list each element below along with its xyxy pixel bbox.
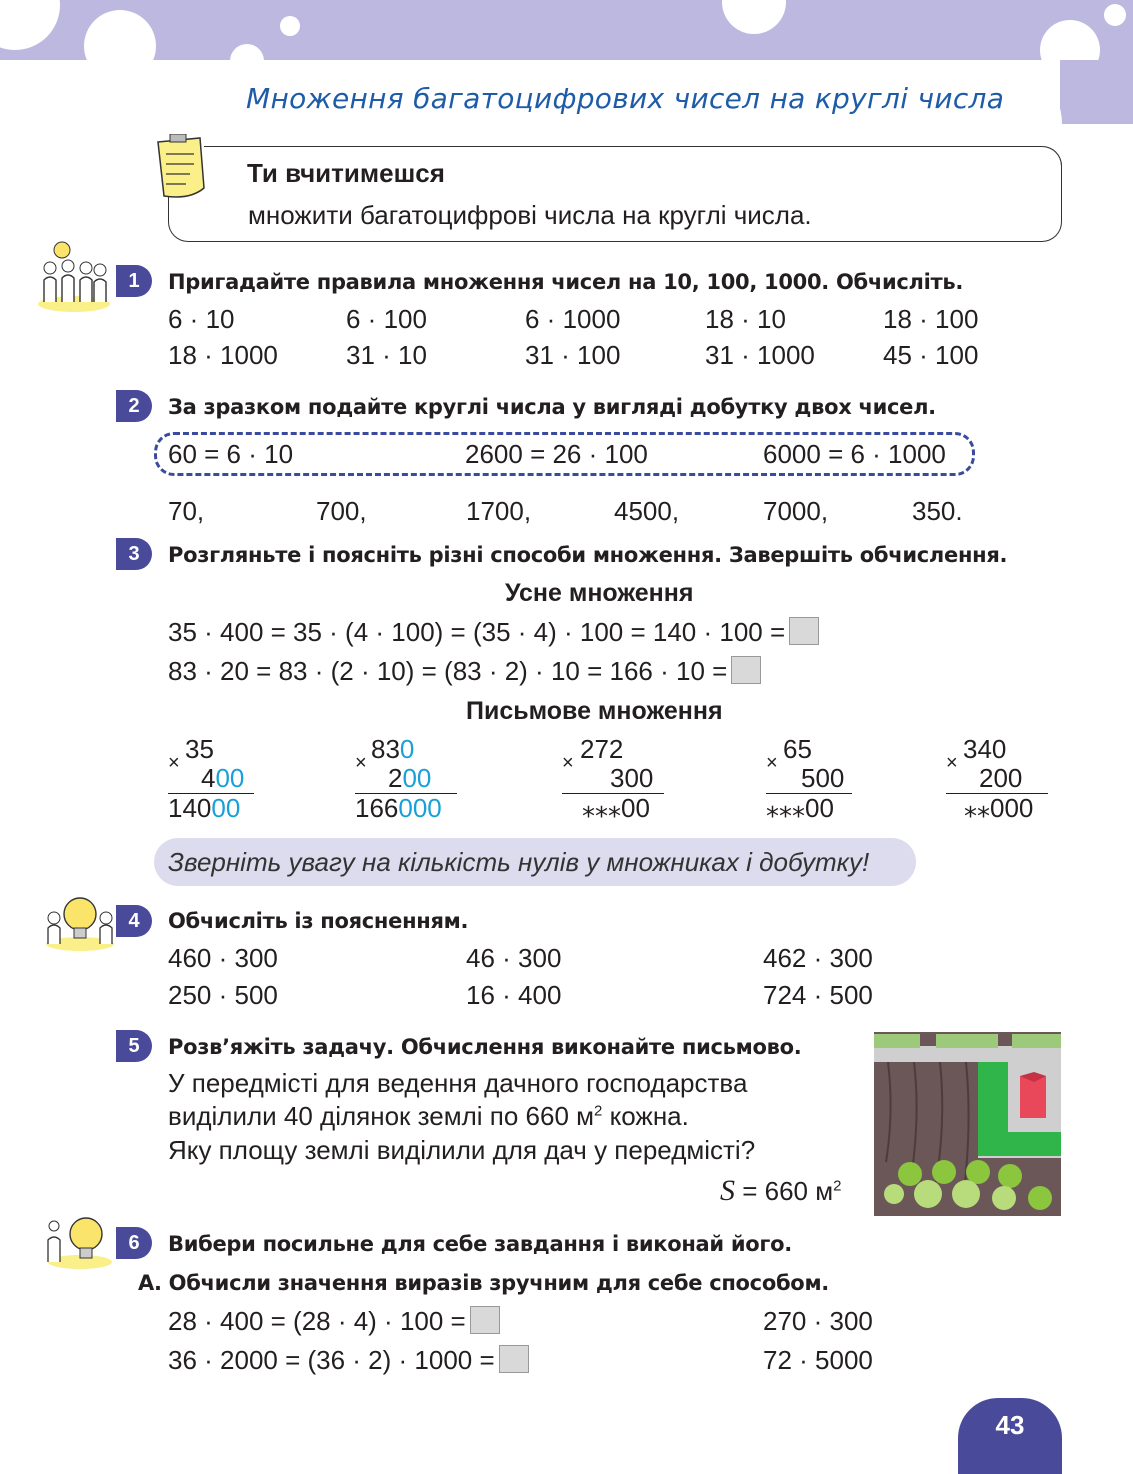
product (355, 794, 457, 823)
problem-text: Яку площу землі виділили для дач у передмісті? (168, 1135, 756, 1165)
superscript: 2 (594, 1102, 603, 1120)
task-2-instruction: За зразком подайте круглі числа у вигляді добутку двох чисел. (168, 395, 936, 419)
task-4-instruction: Обчисліть із поясненням. (168, 909, 469, 933)
column-multiplication (355, 735, 457, 823)
number: 700, (316, 496, 367, 526)
task-6-instruction: Вибери посильне для себе завдання і виконай його. (168, 1232, 792, 1256)
task-number-badge: 5 (116, 1030, 152, 1062)
written-multiplication-heading: Письмове множення (466, 697, 723, 725)
note-icon (150, 134, 210, 202)
digits: 200 (979, 763, 1023, 793)
number: 70, (168, 496, 205, 526)
header-corner-block (1060, 60, 1133, 124)
expression: 6 · 100 (346, 304, 427, 334)
task-number-badge: 6 (116, 1227, 152, 1259)
task-3-instruction: Розгляньте і поясніть різні способи множення. Завершіть обчислення. (168, 543, 1008, 567)
multiplier (168, 764, 254, 794)
zeros: 00 (215, 763, 245, 793)
header-bubble (1104, 4, 1126, 26)
digits: ⁎⁎⁎00 (766, 793, 834, 823)
product (562, 794, 664, 823)
oral-multiplication-heading: Усне множення (505, 579, 694, 607)
expression: 460 · 300 (168, 943, 278, 973)
expression: 462 · 300 (763, 943, 873, 973)
garden-plot-illustration (874, 1032, 1061, 1216)
expression: 250 · 500 (168, 980, 278, 1010)
digits: ⁎⁎000 (964, 793, 1034, 823)
expression-text: 36 · 2000 = (36 · 2) · 1000 = (168, 1345, 495, 1375)
column-multiplication (766, 735, 852, 823)
expression: 31 · 1000 (705, 340, 815, 370)
multiplicand (766, 735, 852, 764)
digits: 4 (201, 763, 216, 793)
area-symbol: S (720, 1174, 735, 1207)
digits: ⁎⁎⁎00 (582, 793, 650, 823)
expression: 270 · 300 (763, 1306, 873, 1336)
column-multiplication (946, 735, 1048, 823)
page-number: 43 (958, 1398, 1062, 1474)
superscript: 2 (833, 1177, 842, 1195)
lightbulb-person-icon (40, 1214, 112, 1270)
digits: 340 (963, 734, 1007, 764)
digits: 272 (580, 734, 624, 764)
task-6-option-a: А. Обчисли значення виразів зручним для себе способом. (138, 1271, 829, 1295)
header-band (0, 0, 1133, 60)
expression (168, 1306, 500, 1337)
product (946, 794, 1048, 823)
answer-box[interactable] (470, 1306, 500, 1334)
zeros: 000 (398, 793, 442, 823)
answer-box[interactable] (789, 617, 819, 645)
problem-text (168, 1101, 689, 1132)
times-sign: × (168, 752, 180, 774)
area-formula (720, 1174, 841, 1208)
column-multiplication (562, 735, 664, 823)
expression: 16 · 400 (466, 980, 562, 1010)
zeros: 00 (402, 763, 432, 793)
digits: 500 (801, 763, 845, 793)
expression: 6 · 10 (168, 304, 235, 334)
digits: 2 (388, 763, 403, 793)
group-work-icon (36, 238, 112, 314)
oral-expression (168, 617, 819, 648)
expression: 46 · 300 (466, 943, 562, 973)
oral-expression-text: 35 · 400 = 35 · (4 · 100) = (35 · 4) · 100 = 140 · 100 = (168, 617, 786, 647)
lightbulb-team-icon (44, 894, 116, 952)
example: 60 = 6 · 10 (168, 439, 294, 469)
task-number-badge: 3 (116, 538, 152, 570)
product (766, 794, 852, 823)
expression-text: 28 · 400 = (28 · 4) · 100 = (168, 1306, 466, 1336)
multiplicand (562, 735, 664, 764)
problem-text-part: кожна. (602, 1101, 689, 1131)
header-bubble (280, 16, 300, 36)
multiplier (562, 764, 664, 794)
multiplier (946, 764, 1048, 794)
task-number-badge: 2 (116, 390, 152, 422)
answer-box[interactable] (499, 1345, 529, 1373)
area-value: = 660 м (735, 1176, 834, 1206)
times-sign: × (355, 752, 367, 774)
expression: 724 · 500 (763, 980, 873, 1010)
digits: 300 (610, 763, 654, 793)
digits: 35 (185, 734, 214, 764)
number: 350. (912, 496, 963, 526)
page-title: Множення багатоцифрових чисел на круглі числа (246, 82, 1005, 115)
digits: 140 (168, 793, 212, 823)
multiplier (766, 764, 852, 794)
times-sign: × (562, 752, 574, 774)
problem-text-part: виділили 40 ділянок землі по 660 м (168, 1101, 595, 1131)
multiplicand (946, 735, 1048, 764)
problem-text: У передмісті для ведення дачного господарства (168, 1068, 748, 1098)
number: 7000, (763, 496, 829, 526)
zeros: 0 (399, 734, 415, 764)
expression: 31 · 100 (525, 340, 621, 370)
answer-box[interactable] (731, 656, 761, 684)
number: 4500, (614, 496, 680, 526)
task-5-instruction: Розв’яжіть задачу. Обчислення виконайте письмово. (168, 1035, 802, 1059)
oral-expression (168, 656, 761, 687)
column-multiplication (168, 735, 254, 823)
oral-expression-text: 83 · 20 = 83 · (2 · 10) = (83 · 2) · 10 = 166 · 10 = (168, 656, 728, 686)
expression: 31 · 10 (346, 340, 427, 370)
expression: 18 · 1000 (168, 340, 278, 370)
expression: 18 · 100 (883, 304, 979, 334)
expression (168, 1345, 529, 1376)
times-sign: × (766, 752, 778, 774)
example: 2600 = 26 · 100 (465, 439, 648, 469)
garden-plot-drawing (874, 1032, 1061, 1216)
times-sign: × (946, 752, 958, 774)
zeros: 00 (211, 793, 241, 823)
example: 6000 = 6 · 1000 (763, 439, 946, 469)
digits: 166 (355, 793, 399, 823)
expression: 45 · 100 (883, 340, 979, 370)
digits: 83 (371, 734, 400, 764)
multiplicand (168, 735, 254, 764)
multiplier (355, 764, 457, 794)
digits: 65 (783, 734, 812, 764)
number: 1700, (466, 496, 532, 526)
task-number-badge: 4 (116, 905, 152, 937)
expression: 72 · 5000 (763, 1345, 873, 1375)
learning-goal-text: множити багатоцифрові числа на круглі числа. (248, 200, 812, 230)
task-1-instruction: Пригадайте правила множення чисел на 10, 100, 1000. Обчисліть. (168, 270, 964, 294)
product (168, 794, 254, 823)
attention-tip: Зверніть увагу на кількість нулів у множниках і добутку! (154, 838, 916, 886)
expression: 6 · 1000 (525, 304, 621, 334)
task-number-badge: 1 (116, 265, 152, 297)
learning-goal-heading: Ти вчитимешся (247, 158, 445, 188)
multiplicand (355, 735, 457, 764)
expression: 18 · 10 (705, 304, 786, 334)
